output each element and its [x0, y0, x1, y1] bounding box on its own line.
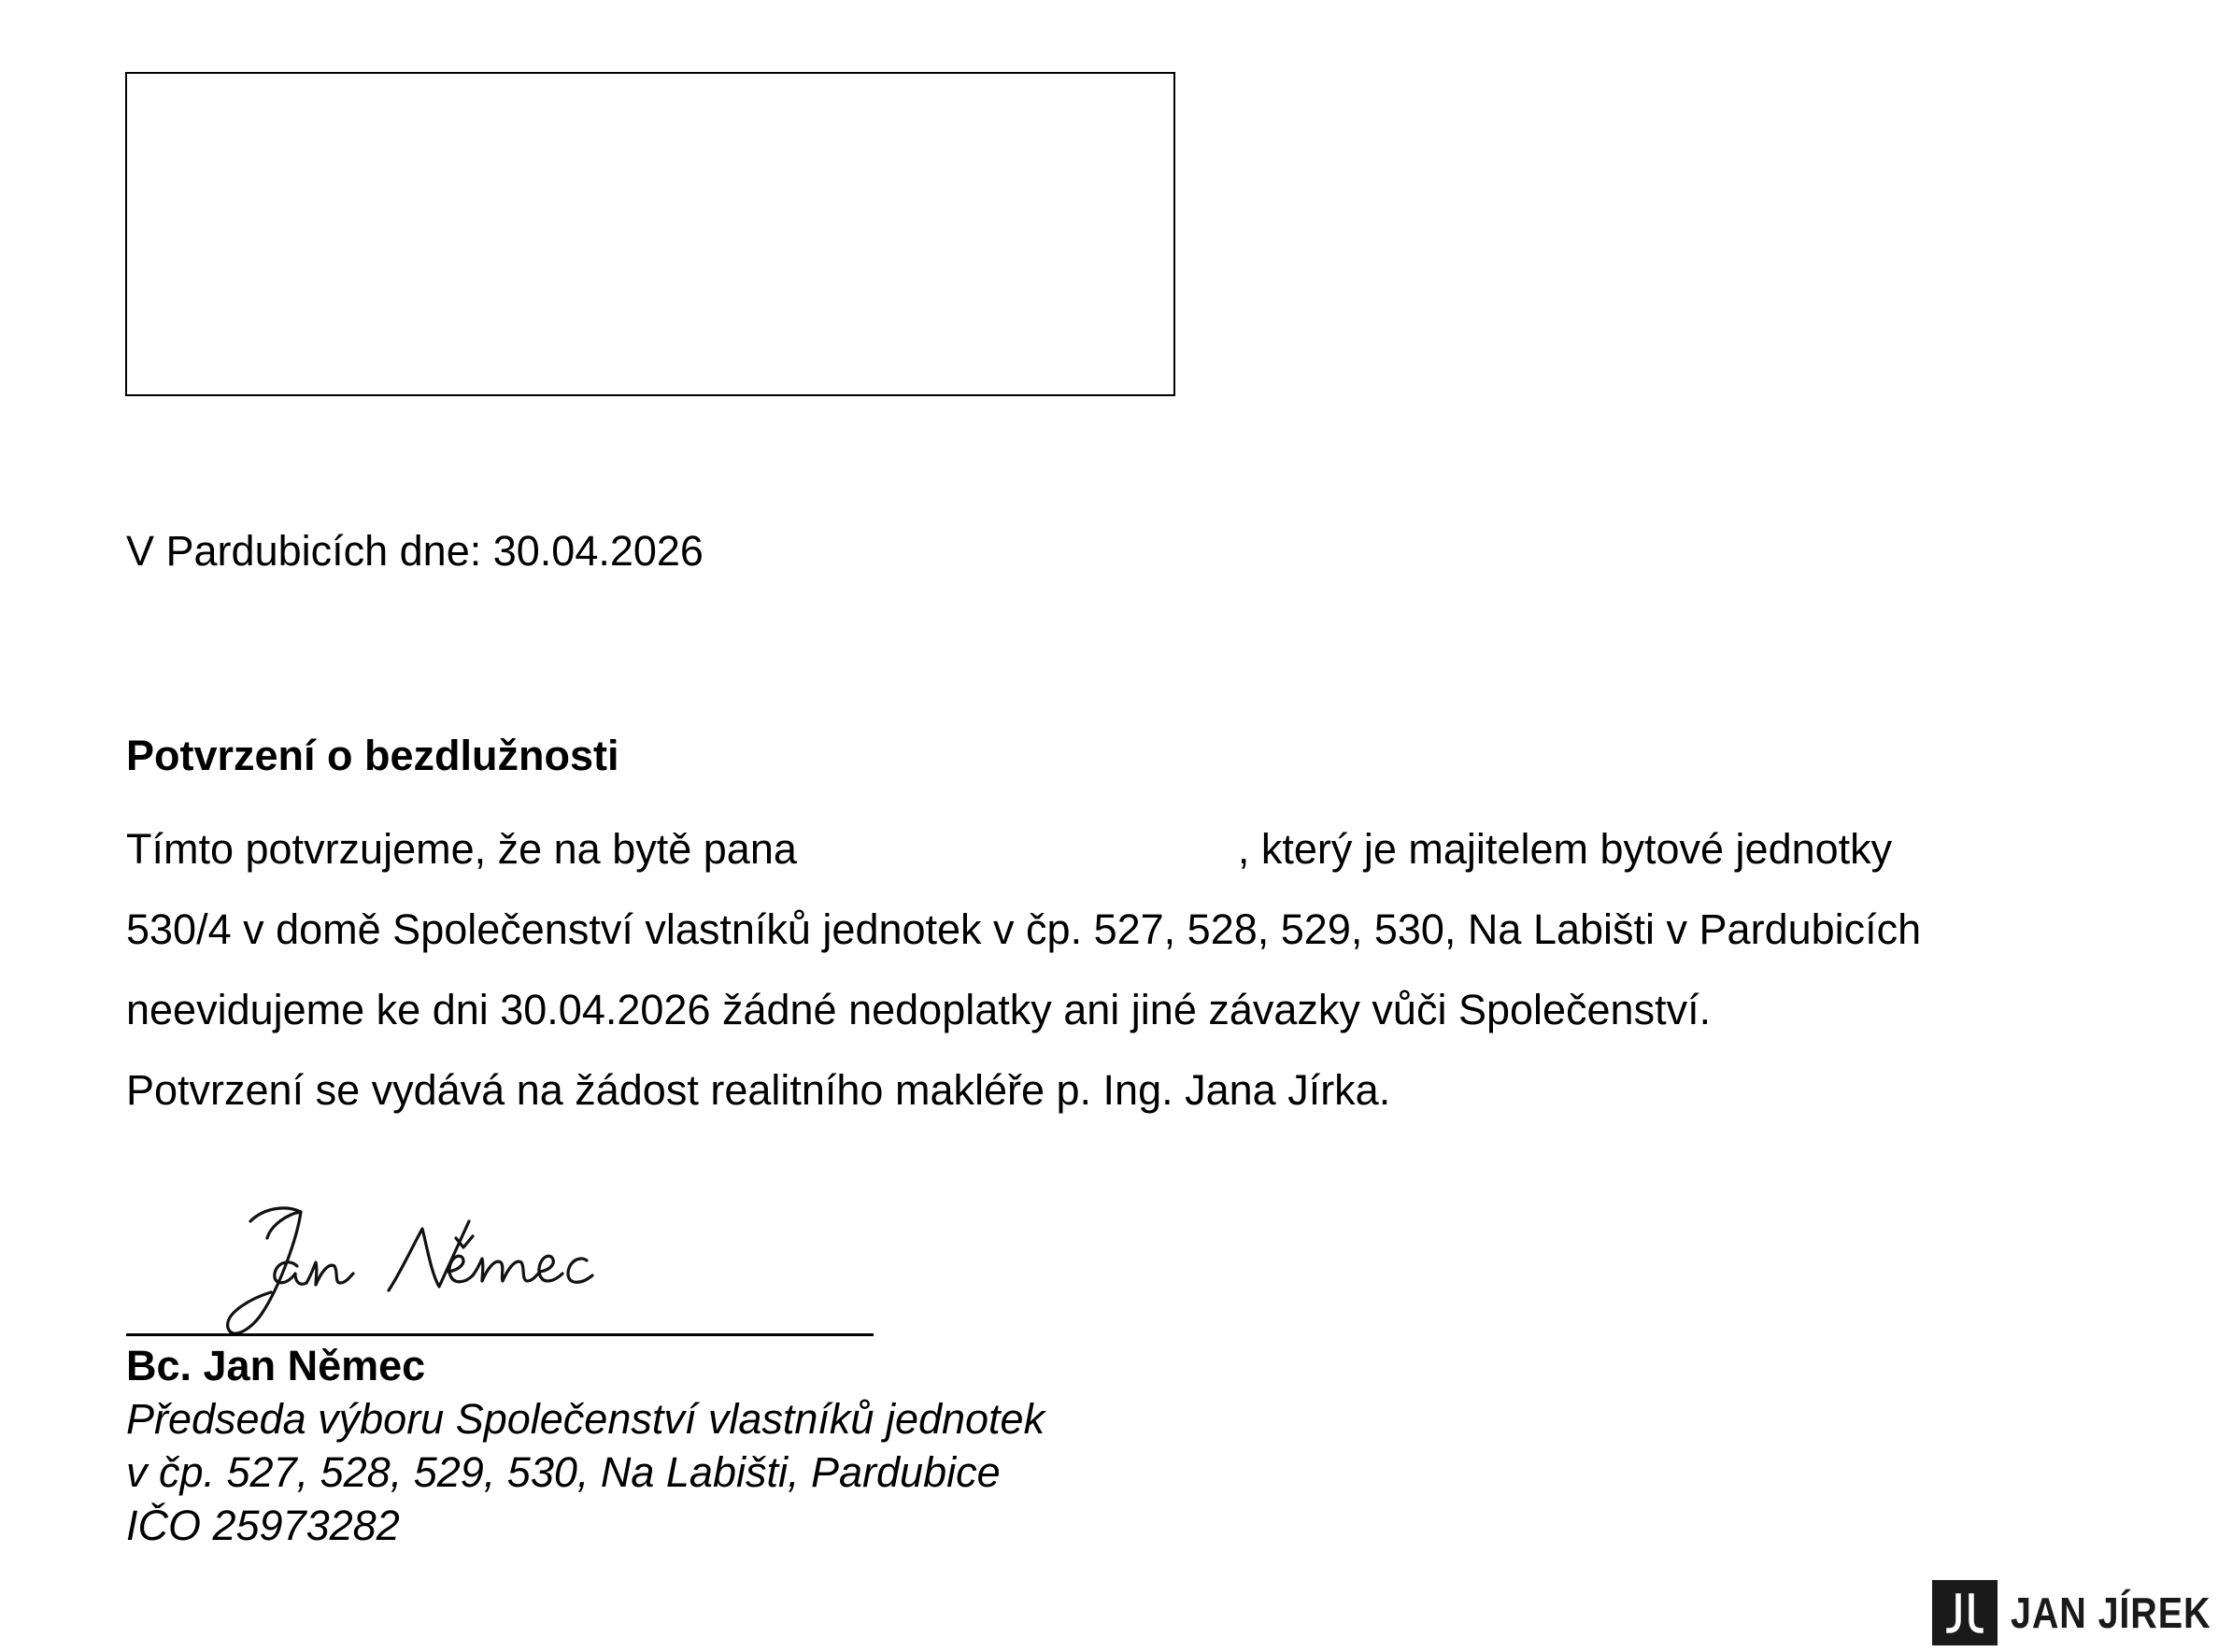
jj-logo-icon: [1932, 1580, 1998, 1645]
body-line-1-start: Tímto potvrzujeme, že na bytě pana: [126, 825, 797, 873]
body-line-1: [126, 809, 2126, 890]
signer-role: Předseda výboru Společenství vlastníků jednotek: [126, 1395, 1045, 1443]
body-line-4: Potvrzení se vydává na žádost realitního makléře p. Ing. Jana Jírka.: [126, 1066, 1391, 1114]
jan-jirek-logo: [1932, 1579, 2218, 1646]
document-title: Potvrzení o bezdlužnosti: [126, 732, 619, 779]
signer-info: [126, 1392, 1045, 1552]
signature-line: [126, 1333, 874, 1336]
signer-ico: IČO 25973282: [126, 1502, 400, 1549]
signer-name: Bc. Jan Němec: [126, 1342, 426, 1389]
body-line-2: 530/4 v domě Společenství vlastníků jednotek v čp. 527, 528, 529, 530, Na Labišti v Pardubicích: [126, 905, 1922, 953]
logo-text: JAN JÍREK: [2011, 1588, 2211, 1637]
place-and-date: V Pardubicích dne: 30.04.2026: [126, 527, 704, 575]
body-line-1-end: , který je majitelem bytové jednotky: [1237, 825, 1893, 873]
address-box: [125, 72, 1175, 396]
body-line-3: neevidujeme ke dni 30.04.2026 žádné nedoplatky ani jiné závazky vůči Společenství.: [126, 986, 1712, 1033]
handwritten-signature: [215, 1201, 617, 1350]
confirmation-body: [126, 809, 2126, 1131]
signer-address: v čp. 527, 528, 529, 530, Na Labišti, Pardubice: [126, 1448, 1001, 1496]
